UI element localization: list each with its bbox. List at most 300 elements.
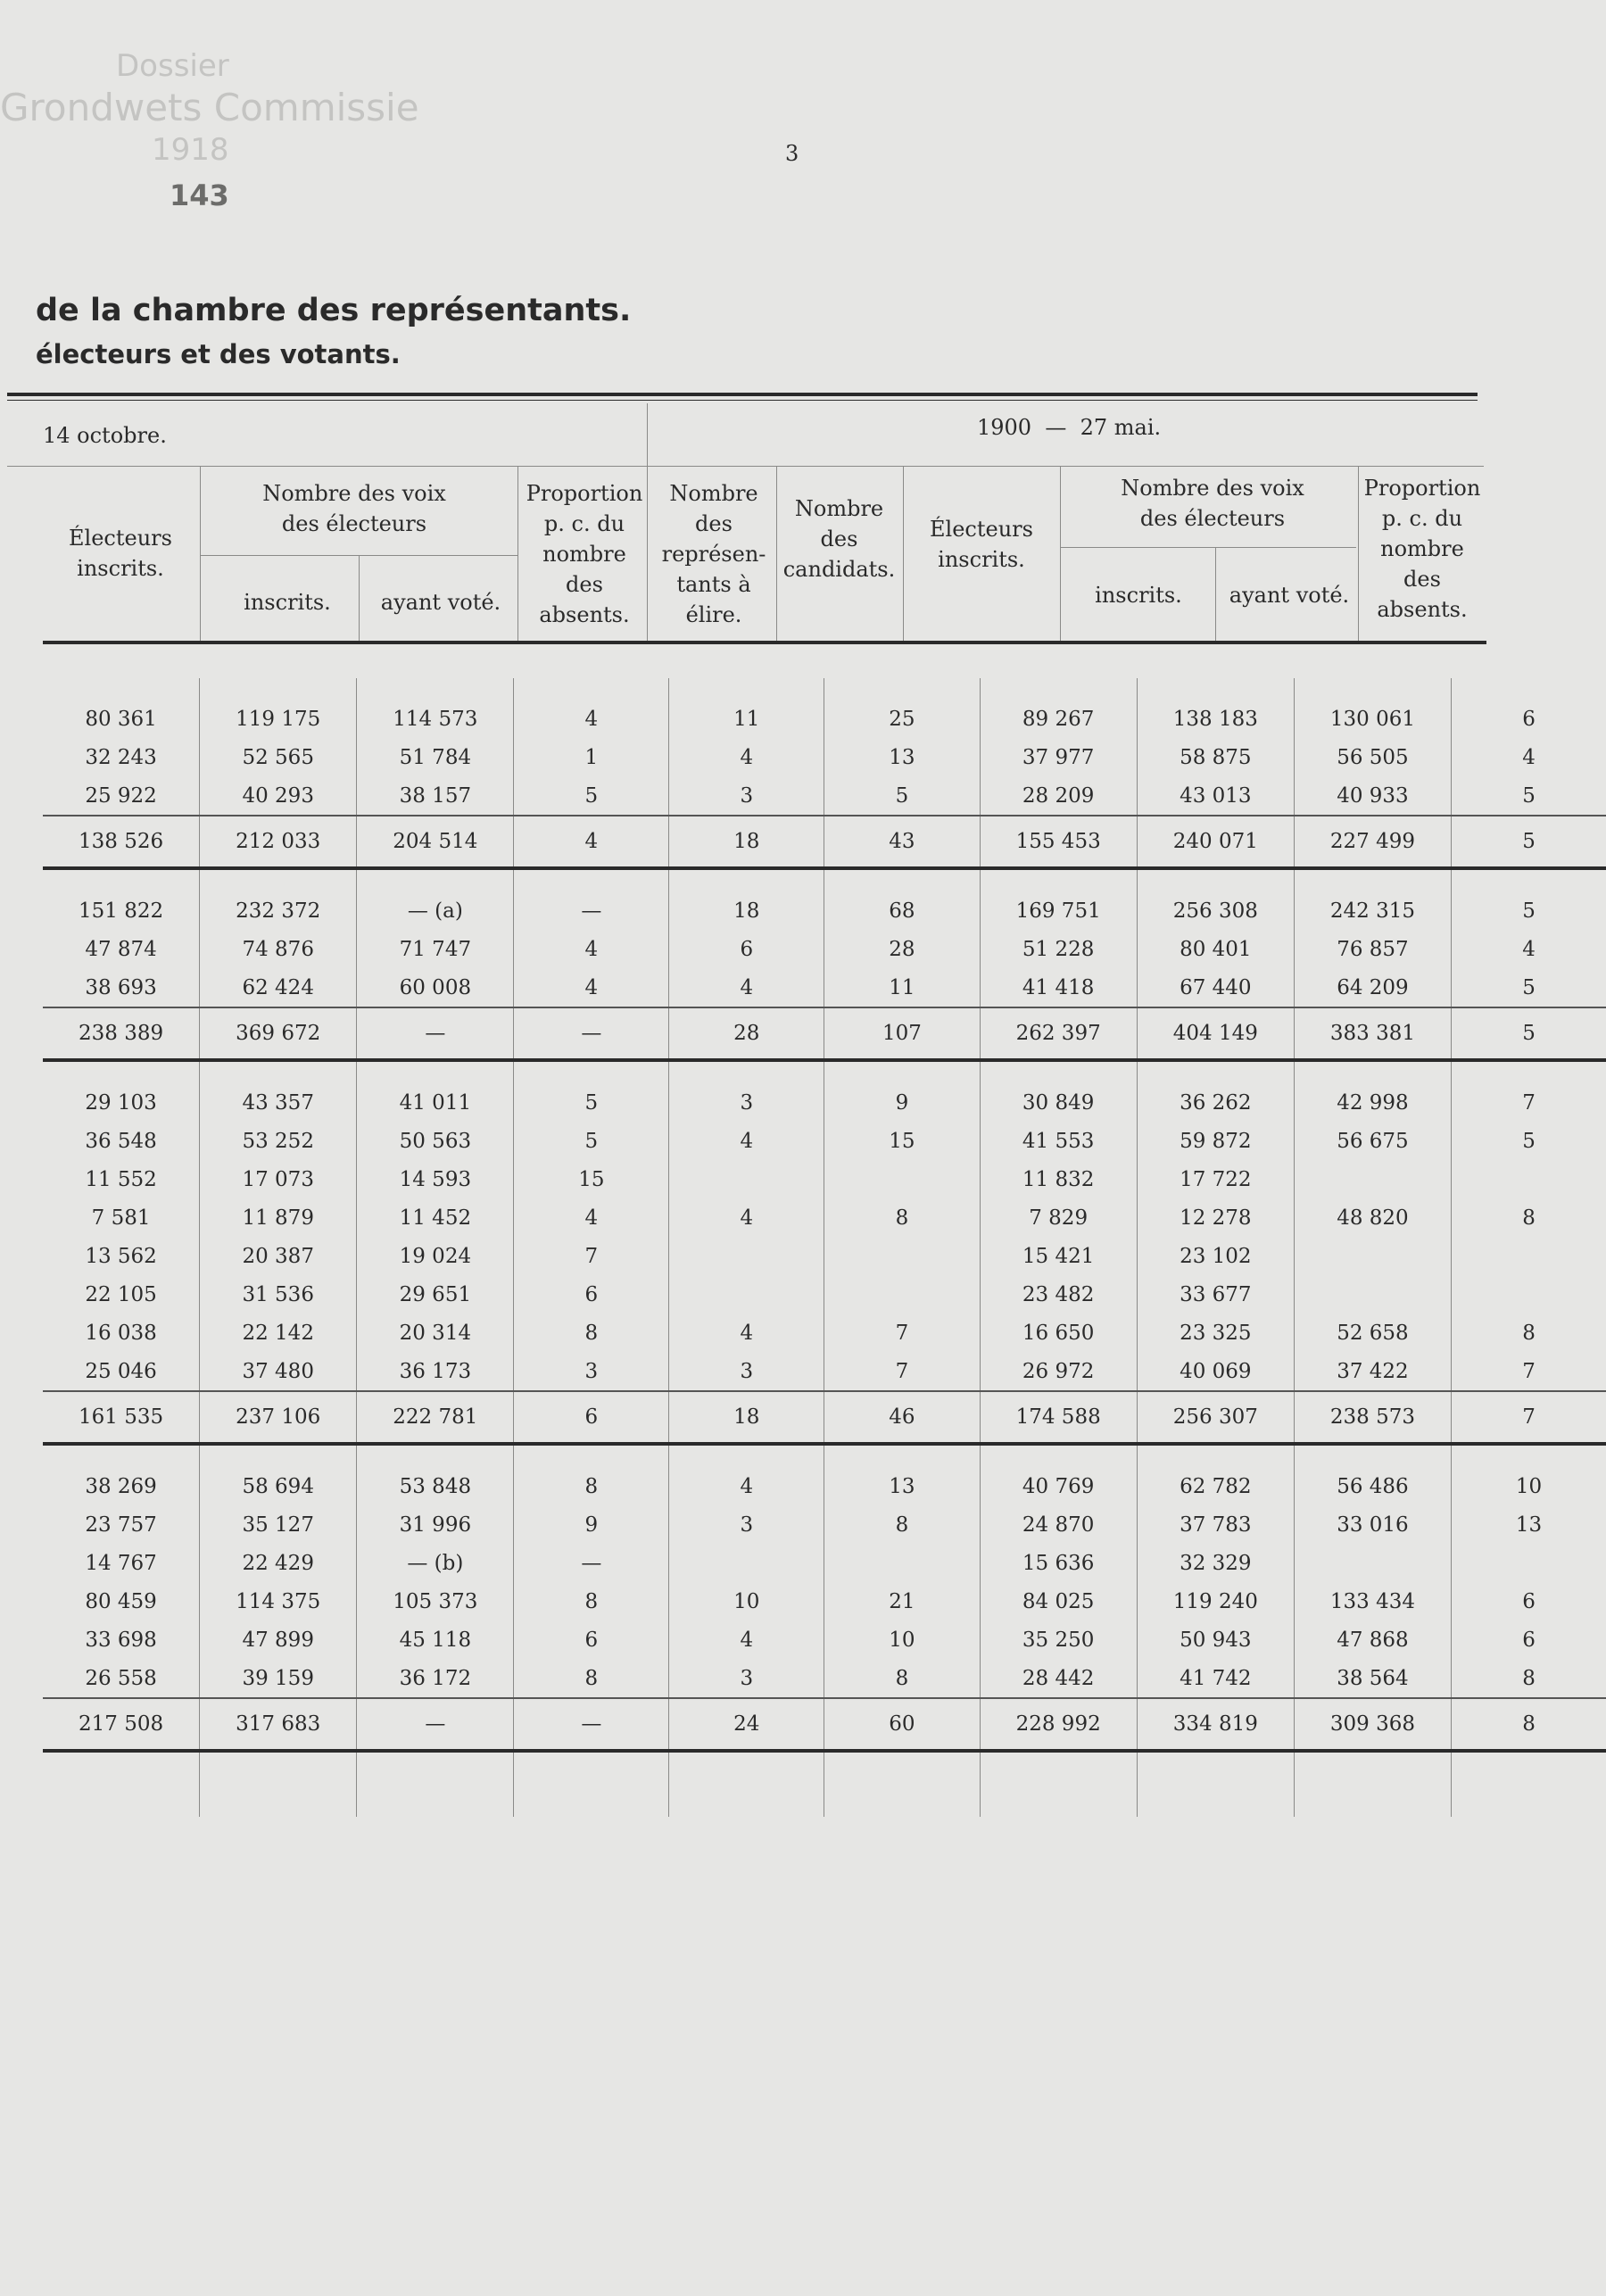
table-cell: 256 308 bbox=[1137, 891, 1294, 930]
table-row bbox=[43, 930, 1606, 968]
table-cell: 4 bbox=[669, 1314, 824, 1352]
table-cell: 5 bbox=[824, 776, 980, 816]
stamp-line: Dossier bbox=[116, 48, 229, 84]
table-cell bbox=[669, 1275, 824, 1314]
table-cell: 80 401 bbox=[1137, 930, 1294, 968]
table-cell: 119 240 bbox=[1137, 1582, 1294, 1620]
total-row bbox=[43, 1007, 1606, 1060]
table-cell bbox=[669, 1237, 824, 1275]
table-cell: 5 bbox=[1452, 1122, 1606, 1160]
table-cell: 19 024 bbox=[357, 1237, 514, 1275]
table-cell: 4 bbox=[514, 700, 669, 738]
table-cell bbox=[669, 1544, 824, 1582]
spacer-row bbox=[43, 1751, 1606, 1817]
table-cell: 36 173 bbox=[357, 1352, 514, 1391]
table-row bbox=[43, 1544, 1606, 1582]
table-cell: 7 581 bbox=[91, 1206, 151, 1230]
table-cell: 6 bbox=[1452, 700, 1606, 738]
table-cell: 26 558 bbox=[85, 1666, 157, 1690]
table-row bbox=[43, 1237, 1606, 1275]
table-cell: 8 bbox=[824, 1198, 980, 1237]
total-cell: 7 bbox=[1452, 1391, 1606, 1444]
table-cell: 15 636 bbox=[980, 1544, 1137, 1582]
table-cell: 68 bbox=[824, 891, 980, 930]
table-cell: 28 bbox=[824, 930, 980, 968]
table-cell: 8 bbox=[824, 1659, 980, 1698]
table-cell: 84 025 bbox=[980, 1582, 1137, 1620]
table-cell: 18 bbox=[669, 891, 824, 930]
total-cell: 138 526 bbox=[43, 816, 200, 868]
table-cell: 11 552 bbox=[85, 1167, 157, 1191]
period-divider bbox=[647, 403, 648, 475]
table-row bbox=[43, 891, 1606, 930]
table-cell: 138 183 bbox=[1137, 700, 1294, 738]
table-cell: 38 564 bbox=[1294, 1659, 1451, 1698]
total-cell: 5 bbox=[1452, 1007, 1606, 1060]
total-cell: 227 499 bbox=[1294, 816, 1451, 868]
table-cell: 6 bbox=[1452, 1582, 1606, 1620]
table-cell: 4 bbox=[669, 1122, 824, 1160]
table-cell: 13 562 bbox=[85, 1244, 157, 1268]
table-cell bbox=[1452, 1237, 1606, 1275]
table-cell: 67 440 bbox=[1137, 968, 1294, 1007]
table-cell: 114 375 bbox=[200, 1582, 357, 1620]
table-cell: 7 bbox=[824, 1314, 980, 1352]
table-cell: 10 bbox=[669, 1582, 824, 1620]
table-cell: 4 bbox=[1452, 930, 1606, 968]
total-cell: 217 508 bbox=[43, 1698, 200, 1751]
table-cell: 47 874 bbox=[85, 937, 157, 961]
header-separator bbox=[359, 555, 360, 641]
table-cell: 40 769 bbox=[980, 1467, 1137, 1505]
table-cell: 11 879 bbox=[200, 1198, 357, 1237]
total-cell: 237 106 bbox=[200, 1391, 357, 1444]
total-cell: 46 bbox=[824, 1391, 980, 1444]
table-cell bbox=[1294, 1237, 1451, 1275]
table-cell: 151 822 bbox=[79, 899, 164, 923]
table-cell: 7 bbox=[514, 1237, 669, 1275]
table-row bbox=[43, 700, 1606, 738]
table-cell: 58 875 bbox=[1137, 738, 1294, 776]
table-cell: 56 505 bbox=[1294, 738, 1451, 776]
table-cell: 41 553 bbox=[980, 1122, 1137, 1160]
total-cell: 317 683 bbox=[200, 1698, 357, 1751]
table-cell: 8 bbox=[1452, 1198, 1606, 1237]
table-cell: 4 bbox=[514, 930, 669, 968]
table-cell: 5 bbox=[1452, 891, 1606, 930]
table-cell: 80 459 bbox=[85, 1589, 157, 1613]
table-cell: 38 157 bbox=[357, 776, 514, 816]
table-cell: 10 bbox=[1452, 1467, 1606, 1505]
total-row bbox=[43, 1391, 1606, 1444]
table-cell bbox=[824, 1237, 980, 1275]
total-cell: 107 bbox=[824, 1007, 980, 1060]
table-cell: 47 899 bbox=[200, 1620, 357, 1659]
table-row bbox=[43, 738, 1606, 776]
total-cell: 43 bbox=[824, 816, 980, 868]
table-cell: 4 bbox=[669, 1198, 824, 1237]
total-cell: 6 bbox=[514, 1391, 669, 1444]
table-cell: 24 870 bbox=[980, 1505, 1137, 1544]
total-cell: 222 781 bbox=[357, 1391, 514, 1444]
table-cell: 8 bbox=[514, 1659, 669, 1698]
table-cell: 4 bbox=[669, 1620, 824, 1659]
table-row bbox=[43, 968, 1606, 1007]
total-cell: 8 bbox=[1452, 1698, 1606, 1751]
table-cell: 6 bbox=[1452, 1620, 1606, 1659]
table-cell: 13 bbox=[1452, 1505, 1606, 1544]
table-cell: 14 593 bbox=[357, 1160, 514, 1198]
header-separator bbox=[1358, 466, 1359, 641]
table-cell: 30 849 bbox=[980, 1083, 1137, 1122]
table-cell: 15 bbox=[824, 1122, 980, 1160]
table-cell: 48 820 bbox=[1294, 1198, 1451, 1237]
table-row bbox=[43, 1659, 1606, 1698]
table-cell bbox=[1294, 1275, 1451, 1314]
header-separator bbox=[517, 466, 518, 641]
table-cell: 37 977 bbox=[980, 738, 1137, 776]
table-cell: 130 061 bbox=[1294, 700, 1451, 738]
table-cell: 25 bbox=[824, 700, 980, 738]
table-cell: 3 bbox=[514, 1352, 669, 1391]
stamp-line: 143 bbox=[170, 178, 229, 212]
total-cell: 238 389 bbox=[43, 1007, 200, 1060]
table-cell: 4 bbox=[669, 738, 824, 776]
table-cell: 232 372 bbox=[200, 891, 357, 930]
header-rule bbox=[7, 466, 1484, 467]
table-cell: 35 250 bbox=[980, 1620, 1137, 1659]
table-cell: 3 bbox=[669, 1505, 824, 1544]
table-cell: 37 783 bbox=[1137, 1505, 1294, 1544]
table-cell: 25 922 bbox=[85, 783, 157, 808]
total-cell: 28 bbox=[669, 1007, 824, 1060]
table-row bbox=[43, 1582, 1606, 1620]
table-cell: 37 422 bbox=[1294, 1352, 1451, 1391]
table-cell: 3 bbox=[669, 776, 824, 816]
table-cell: 26 972 bbox=[980, 1352, 1137, 1391]
total-row bbox=[43, 1698, 1606, 1751]
table-cell: 31 536 bbox=[200, 1275, 357, 1314]
table-cell: 28 442 bbox=[980, 1659, 1137, 1698]
page-subtitle: électeurs et des votants. bbox=[36, 339, 401, 369]
table-cell: 5 bbox=[514, 1122, 669, 1160]
table-cell: 7 bbox=[1452, 1083, 1606, 1122]
table-cell: 40 933 bbox=[1294, 776, 1451, 816]
header-nombre-voix: Nombre des voix des électeurs bbox=[262, 481, 446, 536]
table-cell: 3 bbox=[669, 1083, 824, 1122]
subheader-rule-right bbox=[1060, 547, 1356, 548]
table-cell: 5 bbox=[514, 1083, 669, 1122]
table-cell: 64 209 bbox=[1294, 968, 1451, 1007]
table-cell: 15 421 bbox=[980, 1237, 1137, 1275]
table-cell: 23 757 bbox=[85, 1513, 157, 1537]
table-cell: 7 829 bbox=[980, 1198, 1137, 1237]
table-row bbox=[43, 1122, 1606, 1160]
table-cell bbox=[1452, 1544, 1606, 1582]
header-inscrits: inscrits. bbox=[244, 590, 331, 615]
table-cell: 47 868 bbox=[1294, 1620, 1451, 1659]
table-cell: 33 016 bbox=[1294, 1505, 1451, 1544]
table-cell: 17 722 bbox=[1137, 1160, 1294, 1198]
table-cell: 20 387 bbox=[200, 1237, 357, 1275]
table-cell: 52 565 bbox=[200, 738, 357, 776]
table-cell bbox=[824, 1544, 980, 1582]
table-row bbox=[43, 1620, 1606, 1659]
table-cell: 9 bbox=[824, 1083, 980, 1122]
table-cell: 52 658 bbox=[1294, 1314, 1451, 1352]
table-row bbox=[43, 776, 1606, 816]
table-cell: — bbox=[514, 1544, 669, 1582]
spacer-row bbox=[43, 868, 1606, 891]
header-separator bbox=[200, 466, 201, 641]
stamp-line: 1918 bbox=[152, 132, 229, 168]
table-cell: 15 bbox=[514, 1160, 669, 1198]
header-ayant-vote-right: ayant voté. bbox=[1229, 583, 1350, 608]
table-cell: 11 452 bbox=[357, 1198, 514, 1237]
top-rule-thin bbox=[7, 400, 1478, 401]
total-cell: 155 453 bbox=[980, 816, 1137, 868]
table-cell: 16 038 bbox=[85, 1321, 157, 1345]
table-cell: 13 bbox=[824, 1467, 980, 1505]
page-number: 3 bbox=[785, 141, 799, 166]
table-cell: 80 361 bbox=[85, 707, 157, 731]
table-row bbox=[43, 1160, 1606, 1198]
table-cell: 4 bbox=[514, 968, 669, 1007]
table-cell: 62 782 bbox=[1137, 1467, 1294, 1505]
header-separator bbox=[647, 466, 648, 641]
header-candidats: Nombre des candidats. bbox=[782, 496, 896, 582]
table-cell: 1 bbox=[514, 738, 669, 776]
table-cell: 32 329 bbox=[1137, 1544, 1294, 1582]
total-cell: 262 397 bbox=[980, 1007, 1137, 1060]
table-cell: 20 314 bbox=[357, 1314, 514, 1352]
table-cell: — (a) bbox=[357, 891, 514, 930]
table-cell bbox=[824, 1160, 980, 1198]
table-cell: 25 046 bbox=[85, 1359, 157, 1383]
total-cell: 228 992 bbox=[980, 1698, 1137, 1751]
total-cell: 334 819 bbox=[1137, 1698, 1294, 1751]
table-cell: 14 767 bbox=[85, 1551, 157, 1575]
header-proportion: Proportion p. c. du nombre des absents. bbox=[526, 481, 643, 627]
total-cell: 18 bbox=[669, 1391, 824, 1444]
table-cell: 76 857 bbox=[1294, 930, 1451, 968]
table-cell: 242 315 bbox=[1294, 891, 1451, 930]
table-cell: 11 bbox=[824, 968, 980, 1007]
stamp-line: Grondwets Commissie bbox=[0, 86, 419, 129]
total-cell: 18 bbox=[669, 816, 824, 868]
total-cell: 238 573 bbox=[1294, 1391, 1451, 1444]
period-left: 14 octobre. bbox=[43, 423, 167, 448]
table-cell: 40 069 bbox=[1137, 1352, 1294, 1391]
header-separator bbox=[903, 466, 904, 641]
table-cell: 56 675 bbox=[1294, 1122, 1451, 1160]
table-cell: 169 751 bbox=[980, 891, 1137, 930]
table-cell: — bbox=[514, 891, 669, 930]
table-cell: 4 bbox=[669, 1467, 824, 1505]
table-cell: 4 bbox=[514, 1198, 669, 1237]
table-cell: 22 105 bbox=[85, 1282, 157, 1306]
table-cell: 58 694 bbox=[200, 1467, 357, 1505]
table-cell: 36 548 bbox=[85, 1129, 157, 1153]
table-cell: 22 142 bbox=[200, 1314, 357, 1352]
table-cell: 7 bbox=[1452, 1352, 1606, 1391]
table-cell: 8 bbox=[514, 1314, 669, 1352]
total-cell: 309 368 bbox=[1294, 1698, 1451, 1751]
total-cell: 256 307 bbox=[1137, 1391, 1294, 1444]
top-rule bbox=[7, 393, 1478, 396]
page-title: de la chambre des représentants. bbox=[36, 293, 632, 328]
table-row bbox=[43, 1083, 1606, 1122]
table-cell: 10 bbox=[824, 1620, 980, 1659]
table-cell: 9 bbox=[514, 1505, 669, 1544]
header-nombre-voix-right: Nombre des voix des électeurs bbox=[1121, 476, 1304, 531]
table-cell: 36 172 bbox=[357, 1659, 514, 1698]
total-cell: 24 bbox=[669, 1698, 824, 1751]
table-cell: 39 159 bbox=[200, 1659, 357, 1698]
table-cell: 74 876 bbox=[200, 930, 357, 968]
table-cell bbox=[1452, 1160, 1606, 1198]
table-cell: 41 011 bbox=[357, 1083, 514, 1122]
spacer-row bbox=[43, 1060, 1606, 1083]
table-cell: 17 073 bbox=[200, 1160, 357, 1198]
table-cell: 11 bbox=[669, 700, 824, 738]
table-cell: 8 bbox=[1452, 1314, 1606, 1352]
table-cell: 41 418 bbox=[980, 968, 1137, 1007]
table-cell: 8 bbox=[824, 1505, 980, 1544]
table-cell: 8 bbox=[514, 1582, 669, 1620]
table-cell: 5 bbox=[514, 776, 669, 816]
header-separator bbox=[776, 466, 777, 641]
table-row bbox=[43, 1352, 1606, 1391]
table-cell: 23 482 bbox=[980, 1275, 1137, 1314]
table-row bbox=[43, 1467, 1606, 1505]
total-cell: 204 514 bbox=[357, 816, 514, 868]
table-cell: 7 bbox=[824, 1352, 980, 1391]
statistics-table bbox=[43, 678, 1606, 1817]
table-cell: 16 650 bbox=[980, 1314, 1137, 1352]
table-cell: 6 bbox=[669, 930, 824, 968]
table-cell: 43 013 bbox=[1137, 776, 1294, 816]
table-cell: 53 252 bbox=[200, 1122, 357, 1160]
total-cell: 383 381 bbox=[1294, 1007, 1451, 1060]
header-ayant-vote: ayant voté. bbox=[380, 590, 501, 615]
total-cell: — bbox=[357, 1698, 514, 1751]
table-cell: 5 bbox=[1452, 968, 1606, 1007]
table-cell: 42 998 bbox=[1294, 1083, 1451, 1122]
table-cell: 45 118 bbox=[357, 1620, 514, 1659]
table-cell: 11 832 bbox=[980, 1160, 1137, 1198]
total-cell: 174 588 bbox=[980, 1391, 1137, 1444]
table-cell: 56 486 bbox=[1294, 1467, 1451, 1505]
table-cell: 8 bbox=[514, 1467, 669, 1505]
table-cell: 105 373 bbox=[357, 1582, 514, 1620]
table-cell: 3 bbox=[669, 1659, 824, 1698]
table-cell: 5 bbox=[1452, 776, 1606, 816]
header-separator bbox=[1215, 547, 1216, 641]
table-cell: 62 424 bbox=[200, 968, 357, 1007]
table-cell: 22 429 bbox=[200, 1544, 357, 1582]
table-cell: 3 bbox=[669, 1352, 824, 1391]
table-cell: 29 103 bbox=[85, 1090, 157, 1115]
table-cell: 8 bbox=[1452, 1659, 1606, 1698]
table-cell: 12 278 bbox=[1137, 1198, 1294, 1237]
table-row bbox=[43, 1314, 1606, 1352]
total-row bbox=[43, 816, 1606, 868]
header-electeurs-inscrits: Électeurs inscrits. bbox=[69, 526, 172, 581]
table-cell: 37 480 bbox=[200, 1352, 357, 1391]
table-cell: 4 bbox=[1452, 738, 1606, 776]
spacer-row bbox=[43, 678, 1606, 700]
total-cell: — bbox=[514, 1698, 669, 1751]
total-cell: 212 033 bbox=[200, 816, 357, 868]
period-right: 1900 — 27 mai. bbox=[977, 415, 1162, 440]
table-cell: 133 434 bbox=[1294, 1582, 1451, 1620]
table-cell: 6 bbox=[514, 1620, 669, 1659]
table-cell: 35 127 bbox=[200, 1505, 357, 1544]
table-cell: — (b) bbox=[357, 1544, 514, 1582]
table-cell: 41 742 bbox=[1137, 1659, 1294, 1698]
table-cell: 114 573 bbox=[357, 700, 514, 738]
header-inscrits-right: inscrits. bbox=[1095, 583, 1182, 608]
table-cell: 31 996 bbox=[357, 1505, 514, 1544]
header-proportion-right: Proportion p. c. du nombre des absents. bbox=[1363, 476, 1481, 622]
table-cell: 38 269 bbox=[85, 1474, 157, 1498]
table-cell bbox=[1452, 1275, 1606, 1314]
table-cell: 53 848 bbox=[357, 1467, 514, 1505]
table-cell: 119 175 bbox=[200, 700, 357, 738]
table-cell: 43 357 bbox=[200, 1083, 357, 1122]
header-representants: Nombre des représen- tants à élire. bbox=[661, 481, 766, 627]
archive-stamp bbox=[0, 36, 419, 214]
total-cell: 369 672 bbox=[200, 1007, 357, 1060]
table-cell: 32 243 bbox=[85, 745, 157, 769]
total-cell: 4 bbox=[514, 816, 669, 868]
table-cell: 89 267 bbox=[980, 700, 1137, 738]
table-cell: 36 262 bbox=[1137, 1083, 1294, 1122]
table-row bbox=[43, 1505, 1606, 1544]
total-cell: 240 071 bbox=[1137, 816, 1294, 868]
table-cell: 59 872 bbox=[1137, 1122, 1294, 1160]
total-cell: — bbox=[514, 1007, 669, 1060]
table-cell bbox=[669, 1160, 824, 1198]
table-cell: 23 102 bbox=[1137, 1237, 1294, 1275]
table-cell: 33 698 bbox=[85, 1628, 157, 1652]
table-cell: 4 bbox=[669, 968, 824, 1007]
total-cell: 404 149 bbox=[1137, 1007, 1294, 1060]
table-cell: 29 651 bbox=[357, 1275, 514, 1314]
table-row bbox=[43, 1275, 1606, 1314]
table-cell: 60 008 bbox=[357, 968, 514, 1007]
table-cell: 33 677 bbox=[1137, 1275, 1294, 1314]
table-cell: 51 784 bbox=[357, 738, 514, 776]
total-cell: 60 bbox=[824, 1698, 980, 1751]
total-cell: 161 535 bbox=[43, 1391, 200, 1444]
header-separator bbox=[1060, 466, 1061, 641]
table-cell bbox=[1294, 1160, 1451, 1198]
header-electeurs-inscrits-right: Électeurs inscrits. bbox=[930, 517, 1033, 572]
table-cell: 6 bbox=[514, 1275, 669, 1314]
header-bottom-rule bbox=[43, 641, 1486, 644]
table-cell: 13 bbox=[824, 738, 980, 776]
table-row bbox=[43, 1198, 1606, 1237]
table-cell: 40 293 bbox=[200, 776, 357, 816]
table-cell bbox=[824, 1275, 980, 1314]
total-cell: — bbox=[357, 1007, 514, 1060]
spacer-row bbox=[43, 1444, 1606, 1467]
total-cell: 5 bbox=[1452, 816, 1606, 868]
table-cell: 21 bbox=[824, 1582, 980, 1620]
table-cell: 50 563 bbox=[357, 1122, 514, 1160]
